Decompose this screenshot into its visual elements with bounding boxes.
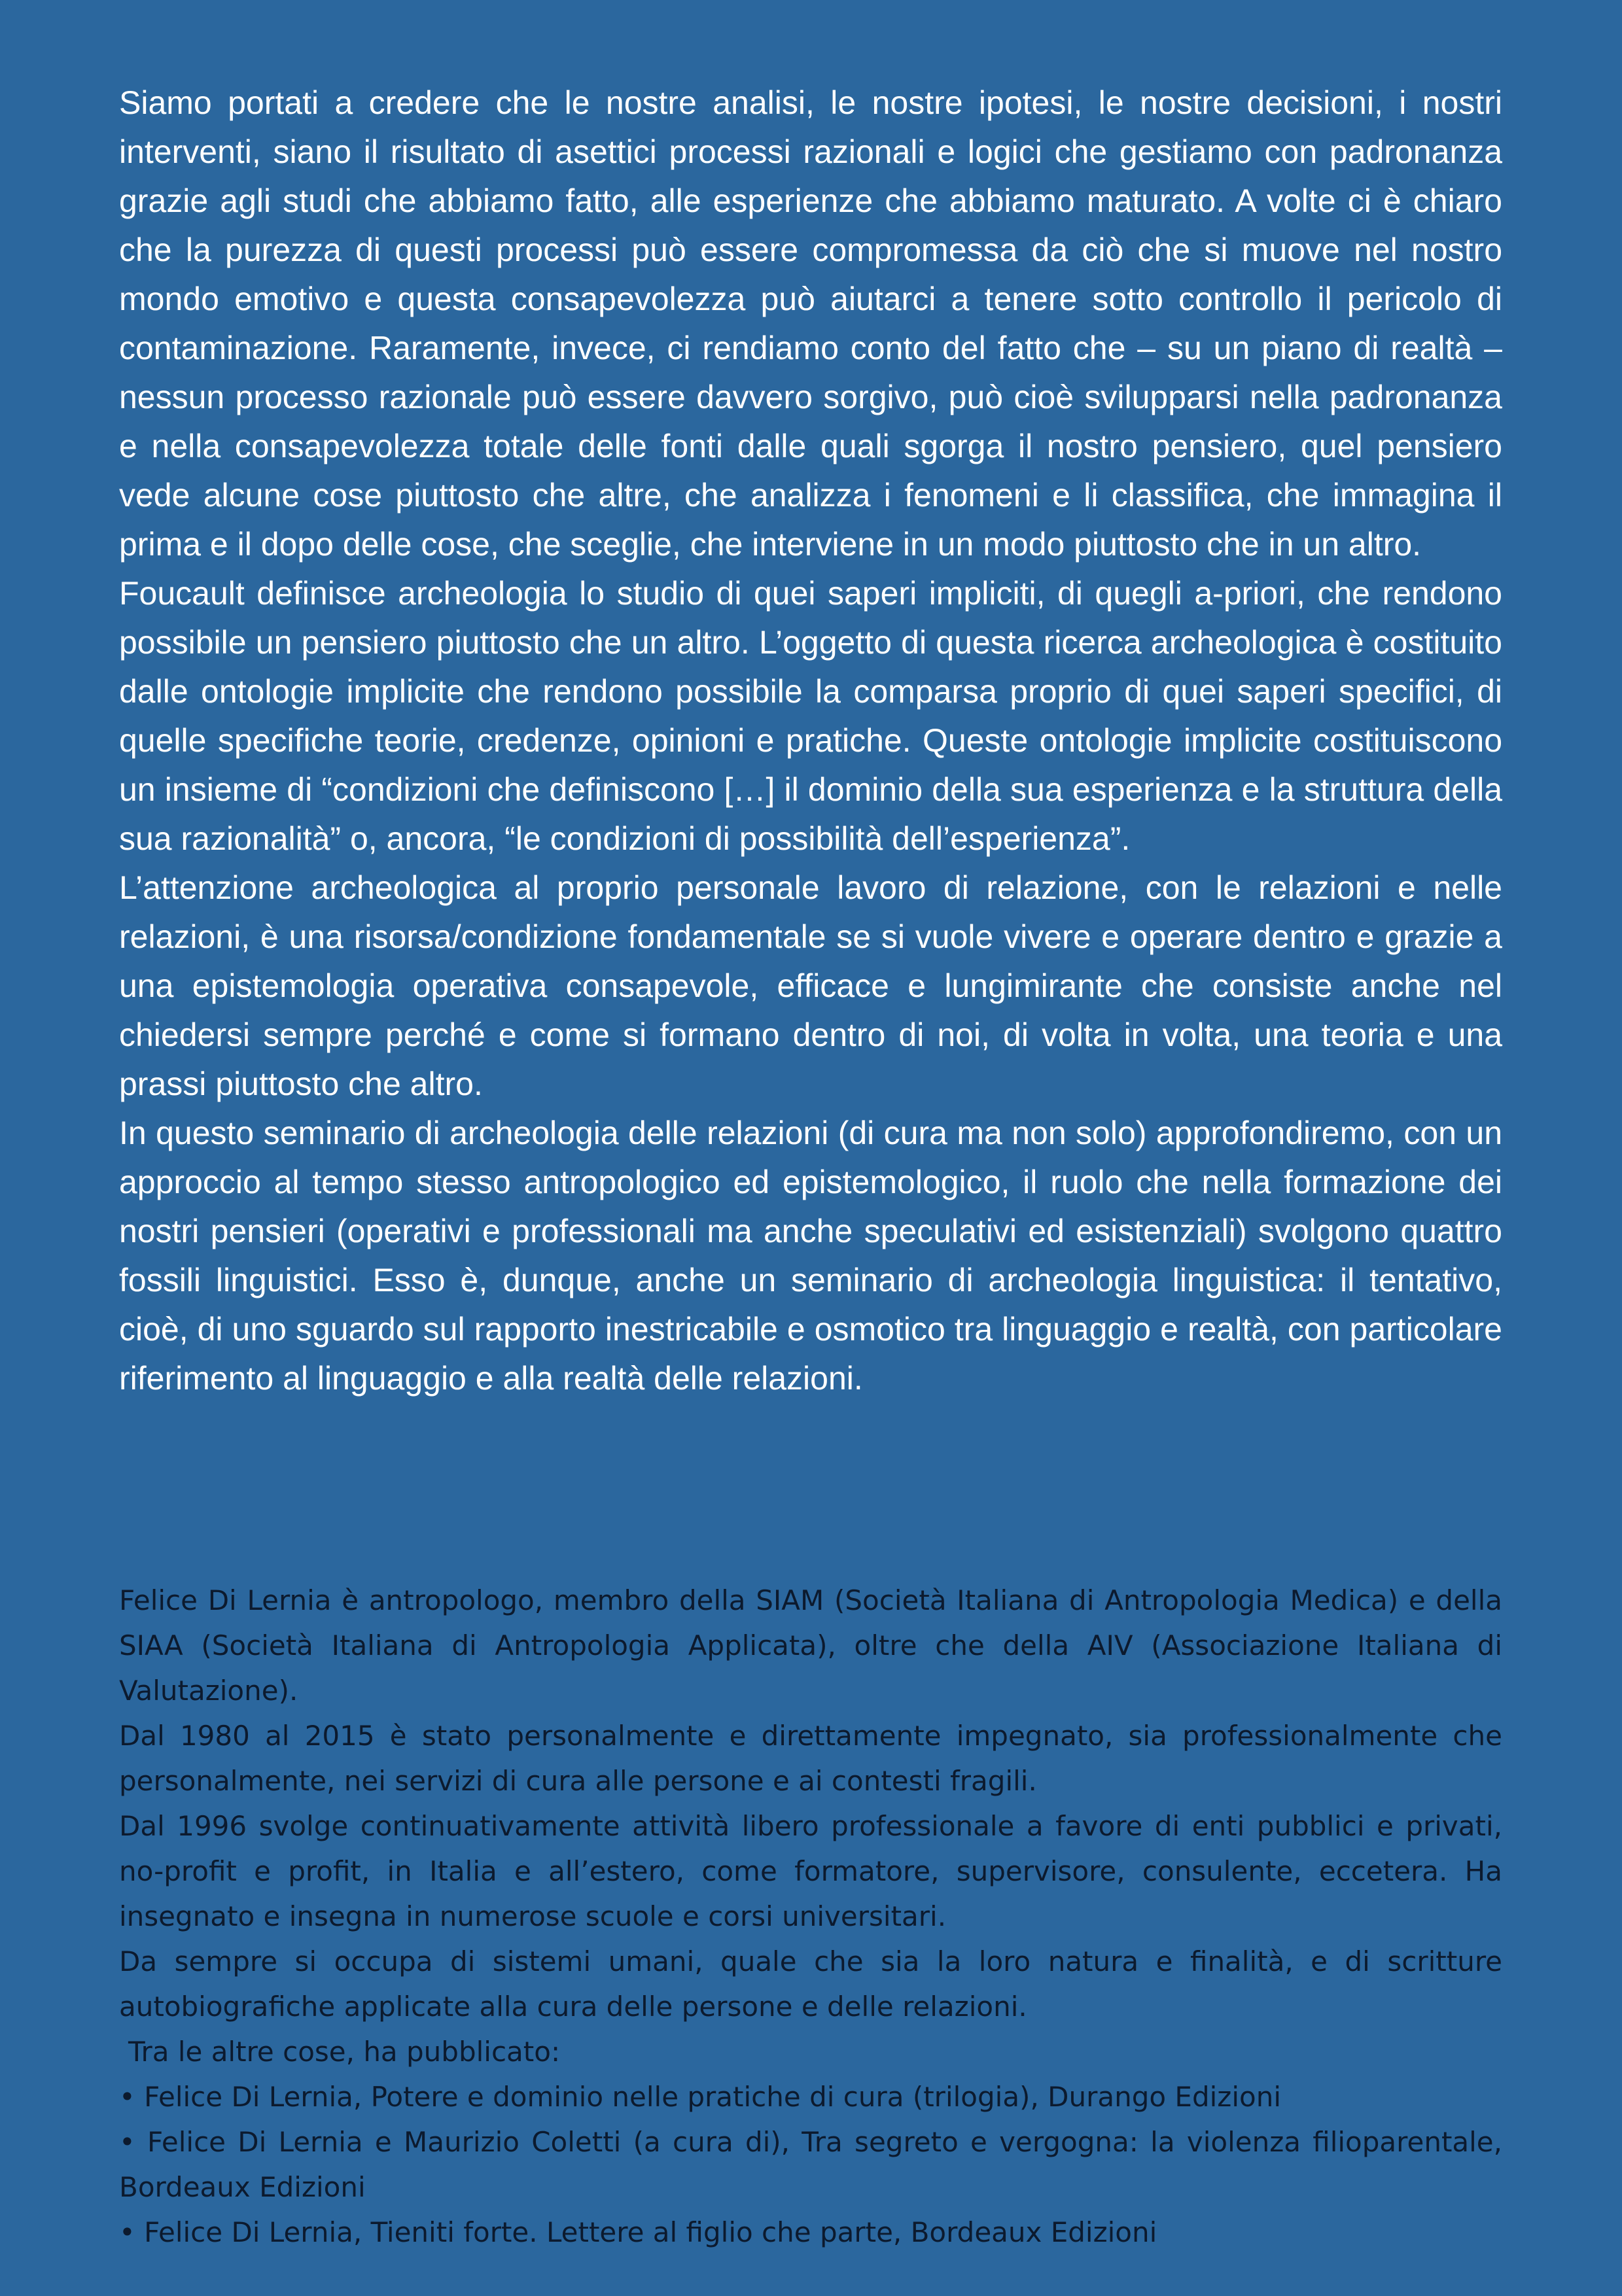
bio-paragraph: Felice Di Lernia è antropologo, membro della SIAM (Società Italiana di Antropologia Medica) e della SIAA (Società Italiana di Antropologia Applicata), oltre che della AIV (Associazione Italiana di Valutazione). (119, 1584, 1502, 1707)
bio-paragraph: Dal 1980 al 2015 è stato personalmente e direttamente impegnato, sia professionalmente che personalmente, nei servizi di cura alle persone e ai contesti fragili. (119, 1720, 1502, 1797)
description-paragraph: Siamo portati a credere che le nostre analisi, le nostre ipotesi, le nostre decisioni, i nostri interventi, siano il risultato di asettici processi razionali e logici che gestiamo con padronanza grazie agli studi che abbiamo fatto, alle esperienze che abbiamo maturato. A volte ci è chiaro che la purezza di questi processi può essere compromessa da ciò che si muove nel nostro mondo emotivo e questa consapevolezza può aiutarci a tenere sotto controllo il pericolo di contaminazione. Raramente, invece, ci rendiamo conto del fatto che – su un piano di realtà – nessun processo razionale può essere davvero sorgivo, può cioè svilupparsi nella padronanza e nella consapevolezza totale delle fonti dalle quali sgorga il nostro pensiero, quel pensiero vede alcune cose piuttosto che altre, che analizza i fenomeni e li classifica, che immagina il prima e il dopo delle cose, che sceglie, che interviene in un modo piuttosto che in un altro. (119, 84, 1502, 563)
author-bio (119, 1578, 1502, 2255)
description-paragraph: L’attenzione archeologica al proprio personale lavoro di relazione, con le relazioni e nelle relazioni, è una risorsa/condizione fondamentale se si vuole vivere e operare dentro e grazie a una epistemologia operativa consapevole, efficace e lungimirante che consiste anche nel chiedersi sempre perché e come si formano dentro di noi, di volta in volta, una teoria e una prassi piuttosto che altro. (119, 869, 1502, 1102)
publication-item: • Felice Di Lernia e Maurizio Coletti (a cura di), Tra segreto e vergogna: la violenza filioparentale, Bordeaux Edizioni (119, 2119, 1502, 2210)
publication-item: • Felice Di Lernia, Potere e dominio nelle pratiche di cura (trilogia), Durango Edizioni (119, 2074, 1502, 2119)
bio-paragraph: Dal 1996 svolge continuativamente attività libero professionale a favore di enti pubblici e privati, no-profit e profit, in Italia e all’estero, come formatore, supervisore, consulente, eccetera. Ha insegnato e insegna in numerose scuole e corsi universitari. (119, 1810, 1502, 1932)
bio-paragraph: Da sempre si occupa di sistemi umani, quale che sia la loro natura e finalità, e di scritture autobiografiche applicate alla cura delle persone e delle relazioni. (119, 1945, 1502, 2023)
publications-lead: Tra le altre cose, ha pubblicato: (128, 2036, 561, 2068)
description-paragraph: Foucault definisce archeologia lo studio di quei saperi impliciti, di quegli a-priori, che rendono possibile un pensiero piuttosto che un altro. L’oggetto di questa ricerca archeologica è costituito dalle ontologie implicite che rendono possibile la comparsa proprio di quei saperi specifici, di quelle specifiche teorie, credenze, opinioni e pratiche. Queste ontologie implicite costituiscono un insieme di “condizioni che definiscono […] il dominio della sua esperienza e la struttura della sua razionalità” o, ancora, “le condizioni di possibilità dell’esperienza”. (119, 575, 1502, 857)
seminar-description (119, 78, 1502, 1403)
description-paragraph: In questo seminario di archeologia delle relazioni (di cura ma non solo) approfondiremo, con un approccio al tempo stesso antropologico ed epistemologico, il ruolo che nella formazione dei nostri pensieri (operativi e professionali ma anche speculativi ed esistenziali) svolgono quattro fossili linguistici. Esso è, dunque, anche un seminario di archeologia linguistica: il tentativo, cioè, di uno sguardo sul rapporto inestricabile e osmotico tra linguaggio e realtà, con particolare riferimento al linguaggio e alla realtà delle relazioni. (119, 1115, 1502, 1397)
publication-item: • Felice Di Lernia, Tieniti forte. Lettere al figlio che parte, Bordeaux Edizioni (119, 2210, 1502, 2255)
